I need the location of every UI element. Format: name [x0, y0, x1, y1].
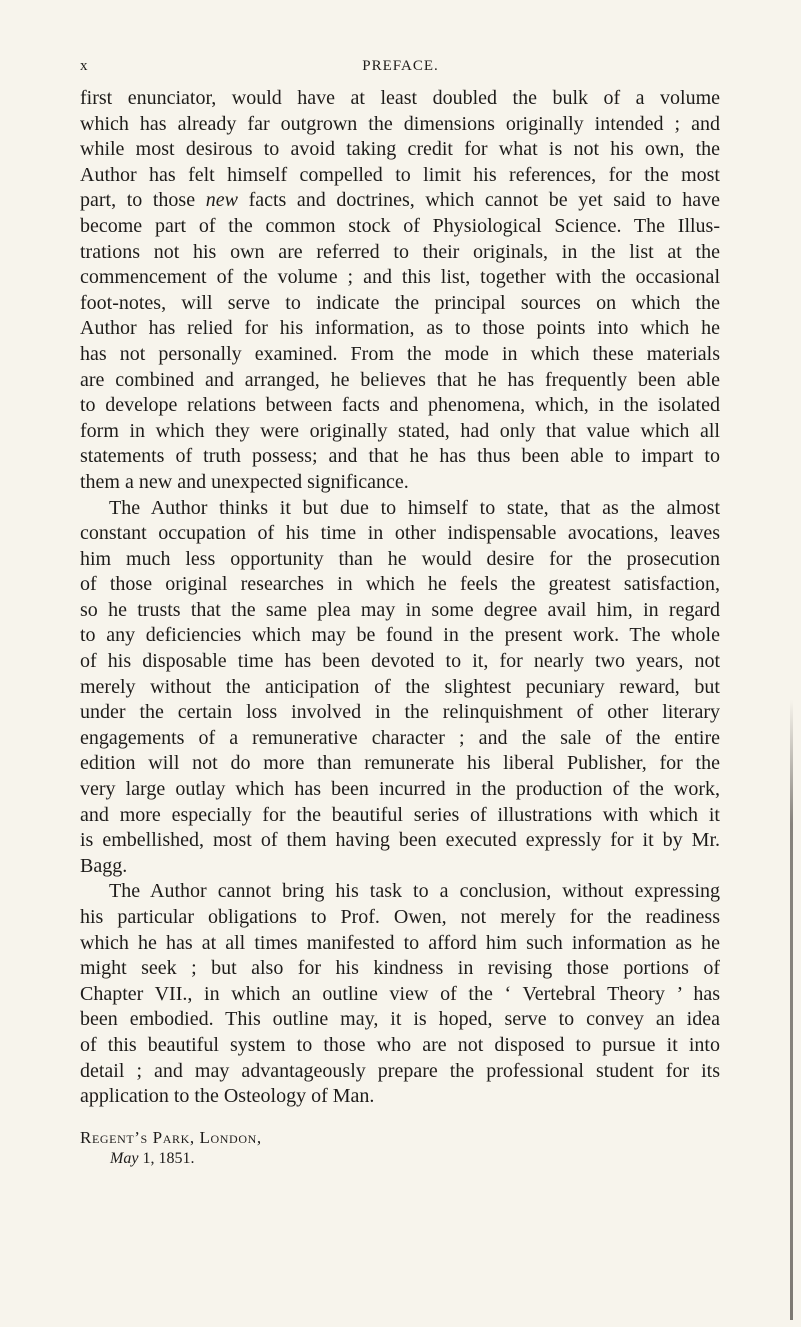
text-line: Chapter VII., in which an outline view of the ‘ Vertebral Theory ’ has [80, 982, 720, 1005]
signature-block [80, 1127, 580, 1169]
text-line: of those original researches in which he feels the greatest satisfaction, [80, 573, 720, 596]
signature-day-year: 1, 1851. [142, 1150, 195, 1167]
text-line: and more especially for the beautiful series of illustrations with which it [80, 803, 720, 826]
text-line: engagements of a remunerative character ; and the sale of the entire [80, 726, 720, 749]
text-line: commencement of the volume ; and this list, together with the occasional [80, 266, 720, 289]
text-line: first enunciator, would have at least doubled the bulk of a volume [80, 87, 720, 109]
text-line: which he has at all times manifested to afford him such information as he [80, 931, 720, 954]
preface-body [80, 86, 720, 1110]
text-line: been embodied. This outline may, it is hoped, serve to convey an idea [80, 1008, 720, 1031]
text-line [80, 188, 720, 214]
text-line: is embellished, most of them having been executed expressly for it by Mr. [80, 829, 720, 852]
signature-place: Regent’s Park, London, [80, 1128, 262, 1147]
text-line: statements of truth possess; and that he has thus been able to impart to [80, 445, 720, 468]
text-line: application to the Osteology of Man. [80, 1085, 375, 1108]
text-line: Bagg. [80, 854, 128, 877]
text-line: has not personally examined. From the mode in which these materials [80, 342, 720, 365]
text-line: The Author thinks it but due to himself to state, that as the almost [109, 496, 720, 519]
text-line: detail ; and may advantageously prepare the professional student for its [80, 1059, 720, 1082]
text-line: them a new and unexpected significance. [80, 470, 409, 493]
text-line: constant occupation of his time in other indispensable avocations, leaves [80, 522, 720, 545]
running-title: PREFACE. [362, 58, 439, 74]
page-number: x [80, 58, 89, 74]
text-line: him much less opportunity than he would desire for the prosecution [80, 547, 720, 570]
text-line: Author has relied for his information, as to those points into which he [80, 317, 720, 340]
text-line: under the certain loss involved in the relinquishment of other literary [80, 701, 720, 724]
signature-date [80, 1148, 580, 1169]
signature-month: May [110, 1150, 139, 1167]
text-line: are combined and arranged, he believes that he has frequently been able [80, 368, 720, 391]
page-edge-shadow [790, 700, 793, 1320]
text-line: foot-notes, will serve to indicate the principal sources on which the [80, 291, 720, 314]
text-line: while most desirous to avoid taking credit for what is not his own, the [80, 138, 720, 161]
text-fragment: facts and doctrines, which cannot be yet said to have [248, 189, 720, 212]
text-line: The Author cannot bring his task to a conclusion, without expressing [109, 880, 720, 903]
text-line: to any deficiencies which may be found in the present work. The whole [80, 624, 720, 647]
text-line: might seek ; but also for his kindness in revising those portions of [80, 957, 720, 980]
text-line: become part of the common stock of Physiological Science. The Illus- [80, 214, 720, 237]
text-line: form in which they were originally stated, had only that value which all [80, 419, 720, 442]
text-fragment: part, to those [80, 189, 196, 212]
text-line: Author has felt himself compelled to limit his references, for the most [80, 163, 720, 186]
running-head [80, 58, 721, 80]
text-line: of his disposable time has been devoted to it, for nearly two years, not [80, 650, 720, 673]
text-line: to develope relations between facts and phenomena, which, in the isolated [80, 394, 720, 417]
text-line: which has already far outgrown the dimensions originally intended ; and [80, 112, 720, 135]
text-line: merely without the anticipation of the slightest pecuniary reward, but [80, 675, 720, 698]
text-line: very large outlay which has been incurred in the production of the work, [80, 778, 720, 801]
text-line: edition will not do more than remunerate his liberal Publisher, for the [80, 752, 720, 775]
text-line: of this beautiful system to those who are not disposed to pursue it into [80, 1033, 720, 1056]
text-line: his particular obligations to Prof. Owen, not merely for the readiness [80, 906, 720, 928]
text-line: trations not his own are referred to their originals, in the list at the [80, 240, 720, 263]
emphasis-new: new [205, 189, 238, 212]
text-line: so he trusts that the same plea may in some degree avail him, in regard [80, 598, 720, 621]
